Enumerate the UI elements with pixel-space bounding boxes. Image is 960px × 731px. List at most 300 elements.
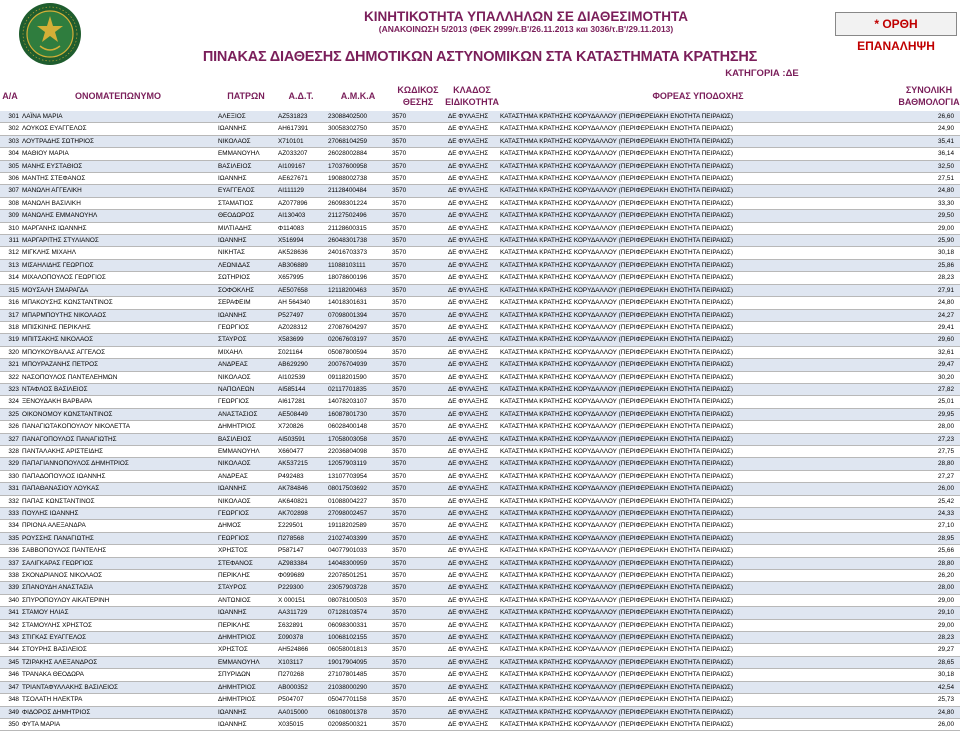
- cell-name: ΜΑΝΩΛΗΣ ΕΜΜΑΝΟΥΗΛ: [20, 210, 216, 222]
- cell-agency: ΚΑΤΑΣΤΗΜΑ ΚΡΑΤΗΣΗΣ ΚΟΡΥΔΑΛΛΟΥ (ΠΕΡΙΦΕΡΕΙΑΚΗ ΕΝΟΤΗΤΑ ΠΕΙΡΑΙΩΣ): [498, 123, 898, 135]
- cell-father: ΙΩΑΝΝΗΣ: [216, 607, 276, 619]
- cell-name: ΠΑΠΑΔΟΠΟΥΛΟΣ ΙΩΑΝΝΗΣ: [20, 470, 216, 482]
- cell-id: ΑΙ585144: [276, 383, 326, 395]
- cell-id: Φ114083: [276, 222, 326, 234]
- table-row: [0, 495, 960, 507]
- cell-name: ΣΑΒΒΟΠΟΥΛΟΣ ΠΑΝΤΕΛΗΣ: [20, 545, 216, 557]
- cell-name: ΜΠΙΤΣΑΚΗΣ ΝΙΚΟΛΑΟΣ: [20, 334, 216, 346]
- cell-score: 24,80: [898, 706, 960, 718]
- repost-stamp: * ΟΡΘΗ ΕΠΑΝΑΛΗΨΗ: [835, 12, 957, 36]
- cell-id: ΑΚ784846: [276, 483, 326, 495]
- cell-amka: 24016703373: [326, 247, 390, 259]
- cell-father: ΓΕΩΡΓΙΟΣ: [216, 396, 276, 408]
- cell-aa: 326: [0, 421, 20, 433]
- cell-amka: 09118201590: [326, 371, 390, 383]
- cell-branch: ΔΕ ΦΥΛΑΞΗΣ: [446, 557, 498, 569]
- cell-branch: ΔΕ ΦΥΛΑΞΗΣ: [446, 532, 498, 544]
- table-row: [0, 247, 960, 259]
- col-header-father: ΠΑΤΡΩΝ: [227, 90, 265, 101]
- cell-aa: 305: [0, 160, 20, 172]
- table-row: [0, 148, 960, 160]
- cell-score: 32,61: [898, 346, 960, 358]
- cell-amka: 23088402500: [326, 111, 390, 123]
- cell-position-code: 3570: [390, 247, 446, 259]
- cell-position-code: 3570: [390, 545, 446, 557]
- cell-score: 35,41: [898, 135, 960, 147]
- table-row: [0, 259, 960, 271]
- cell-position-code: 3570: [390, 607, 446, 619]
- cell-father: ΣΩΤΗΡΙΟΣ: [216, 272, 276, 284]
- table-row: [0, 433, 960, 445]
- cell-name: ΤΣΟΛΑΤΗ ΗΛΕΚΤΡΑ: [20, 694, 216, 706]
- cell-position-code: 3570: [390, 681, 446, 693]
- cell-id: ΑΚ528636: [276, 247, 326, 259]
- table-row: [0, 185, 960, 197]
- cell-position-code: 3570: [390, 495, 446, 507]
- cell-branch: ΔΕ ΦΥΛΑΞΗΣ: [446, 197, 498, 209]
- cell-amka: 21038000290: [326, 681, 390, 693]
- col-header-branch-line1: ΚΛΑΔΟΣ: [453, 84, 491, 95]
- cell-aa: 332: [0, 495, 20, 507]
- cell-score: 28,23: [898, 272, 960, 284]
- cell-position-code: 3570: [390, 309, 446, 321]
- cell-amka: 12118200463: [326, 284, 390, 296]
- cell-amka: 14078203107: [326, 396, 390, 408]
- table-row: [0, 396, 960, 408]
- cell-id: ΑΑ015000: [276, 706, 326, 718]
- cell-father: ΣΕΡΑΦΕΙΜ: [216, 297, 276, 309]
- cell-father: ΠΕΡΙΚΛΗΣ: [216, 570, 276, 582]
- cell-amka: 30058302750: [326, 123, 390, 135]
- table-row: [0, 284, 960, 296]
- cell-score: 29,50: [898, 210, 960, 222]
- cell-score: 36,14: [898, 148, 960, 160]
- cell-id: Ρ527497: [276, 309, 326, 321]
- cell-position-code: 3570: [390, 160, 446, 172]
- cell-father: ΕΜΜΑΝΟΥΗΛ: [216, 445, 276, 457]
- cell-father: ΔΗΜΗΤΡΙΟΣ: [216, 694, 276, 706]
- cell-agency: ΚΑΤΑΣΤΗΜΑ ΚΡΑΤΗΣΗΣ ΚΟΡΥΔΑΛΛΟΥ (ΠΕΡΙΦΕΡΕΙΑΚΗ ΕΝΟΤΗΤΑ ΠΕΙΡΑΙΩΣ): [498, 197, 898, 209]
- cell-position-code: 3570: [390, 470, 446, 482]
- cell-branch: ΔΕ ΦΥΛΑΞΗΣ: [446, 718, 498, 730]
- col-header-aa: Α/Α: [2, 90, 18, 101]
- cell-branch: ΔΕ ΦΥΛΑΞΗΣ: [446, 297, 498, 309]
- cell-position-code: 3570: [390, 570, 446, 582]
- cell-aa: 342: [0, 619, 20, 631]
- table-row: [0, 681, 960, 693]
- cell-agency: ΚΑΤΑΣΤΗΜΑ ΚΡΑΤΗΣΗΣ ΚΟΡΥΔΑΛΛΟΥ (ΠΕΡΙΦΕΡΕΙΑΚΗ ΕΝΟΤΗΤΑ ΠΕΙΡΑΙΩΣ): [498, 235, 898, 247]
- cell-aa: 325: [0, 408, 20, 420]
- table-row: [0, 272, 960, 284]
- cell-name: ΜΟΥΣΑΛΗ ΣΜΑΡΑΓΔΑ: [20, 284, 216, 296]
- col-header-score-line2: ΒΑΘΜΟΛΟΓΙΑ: [898, 96, 960, 107]
- table-row: [0, 607, 960, 619]
- cell-score: 27,27: [898, 470, 960, 482]
- cell-amka: 27068104259: [326, 135, 390, 147]
- cell-agency: ΚΑΤΑΣΤΗΜΑ ΚΡΑΤΗΣΗΣ ΚΟΡΥΔΑΛΛΟΥ (ΠΕΡΙΦΕΡΕΙΑΚΗ ΕΝΟΤΗΤΑ ΠΕΙΡΑΙΩΣ): [498, 421, 898, 433]
- cell-score: 29,95: [898, 408, 960, 420]
- cell-name: ΣΑΛΙΓΚΑΡΑΣ ΓΕΩΡΓΙΟΣ: [20, 557, 216, 569]
- cell-amka: 18078600196: [326, 272, 390, 284]
- cell-position-code: 3570: [390, 458, 446, 470]
- cell-score: 28,65: [898, 656, 960, 668]
- cell-agency: ΚΑΤΑΣΤΗΜΑ ΚΡΑΤΗΣΗΣ ΚΟΡΥΔΑΛΛΟΥ (ΠΕΡΙΦΕΡΕΙΑΚΗ ΕΝΟΤΗΤΑ ΠΕΙΡΑΙΩΣ): [498, 433, 898, 445]
- cell-aa: 304: [0, 148, 20, 160]
- cell-amka: 13107703954: [326, 470, 390, 482]
- cell-father: ΝΙΚΟΛΑΟΣ: [216, 458, 276, 470]
- cell-id: Ρ229300: [276, 582, 326, 594]
- col-header-branch: [446, 80, 498, 111]
- cell-amka: 08078100503: [326, 594, 390, 606]
- cell-agency: ΚΑΤΑΣΤΗΜΑ ΚΡΑΤΗΣΗΣ ΚΟΡΥΔΑΛΛΟΥ (ΠΕΡΙΦΕΡΕΙΑΚΗ ΕΝΟΤΗΤΑ ΠΕΙΡΑΙΩΣ): [498, 222, 898, 234]
- cell-agency: ΚΑΤΑΣΤΗΜΑ ΚΡΑΤΗΣΗΣ ΚΟΡΥΔΑΛΛΟΥ (ΠΕΡΙΦΕΡΕΙΑΚΗ ΕΝΟΤΗΤΑ ΠΕΙΡΑΙΩΣ): [498, 445, 898, 457]
- cell-position-code: 3570: [390, 222, 446, 234]
- cell-branch: ΔΕ ΦΥΛΑΞΗΣ: [446, 334, 498, 346]
- cell-amka: 05047701158: [326, 694, 390, 706]
- cell-id: Χ720826: [276, 421, 326, 433]
- cell-agency: ΚΑΤΑΣΤΗΜΑ ΚΡΑΤΗΣΗΣ ΚΟΡΥΔΑΛΛΟΥ (ΠΕΡΙΦΕΡΕΙΑΚΗ ΕΝΟΤΗΤΑ ΠΕΙΡΑΙΩΣ): [498, 570, 898, 582]
- cell-position-code: 3570: [390, 111, 446, 123]
- cell-father: ΓΕΩΡΓΙΟΣ: [216, 532, 276, 544]
- cell-position-code: 3570: [390, 706, 446, 718]
- cell-agency: ΚΑΤΑΣΤΗΜΑ ΚΡΑΤΗΣΗΣ ΚΟΡΥΔΑΛΛΟΥ (ΠΕΡΙΦΕΡΕΙΑΚΗ ΕΝΟΤΗΤΑ ΠΕΙΡΑΙΩΣ): [498, 470, 898, 482]
- cell-father: ΑΝΔΡΕΑΣ: [216, 359, 276, 371]
- cell-amka: 27098002457: [326, 508, 390, 520]
- cell-agency: ΚΑΤΑΣΤΗΜΑ ΚΡΑΤΗΣΗΣ ΚΟΡΥΔΑΛΛΟΥ (ΠΕΡΙΦΕΡΕΙΑΚΗ ΕΝΟΤΗΤΑ ΠΕΙΡΑΙΩΣ): [498, 520, 898, 532]
- cell-name: ΝΑΣΟΠΟΥΛΟΣ ΠΑΝΤΕΛΕΗΜΩΝ: [20, 371, 216, 383]
- cell-aa: 334: [0, 520, 20, 532]
- cell-name: ΜΠΟΥΡΑΖΑΝΗΣ ΠΕΤΡΟΣ: [20, 359, 216, 371]
- cell-name: ΠΑΠΑΓΙΑΝΝΟΠΟΥΛΟΣ ΔΗΜΗΤΡΙΟΣ: [20, 458, 216, 470]
- cell-branch: ΔΕ ΦΥΛΑΞΗΣ: [446, 321, 498, 333]
- cell-id: Π278568: [276, 532, 326, 544]
- cell-name: ΜΙΧΑΛΟΠΟΥΛΟΣ ΓΕΩΡΓΙΟΣ: [20, 272, 216, 284]
- cell-branch: ΔΕ ΦΥΛΑΞΗΣ: [446, 520, 498, 532]
- cell-name: ΣΠΥΡΟΠΟΥΛΟΥ ΑΙΚΑΤΕΡΙΝΗ: [20, 594, 216, 606]
- cell-agency: ΚΑΤΑΣΤΗΜΑ ΚΡΑΤΗΣΗΣ ΚΟΡΥΔΑΛΛΟΥ (ΠΕΡΙΦΕΡΕΙΑΚΗ ΕΝΟΤΗΤΑ ΠΕΙΡΑΙΩΣ): [498, 718, 898, 730]
- cell-id: ΑΖ531823: [276, 111, 326, 123]
- cell-amka: 07098001394: [326, 309, 390, 321]
- cell-score: 25,66: [898, 545, 960, 557]
- table-row: [0, 619, 960, 631]
- cell-amka: 19017904095: [326, 656, 390, 668]
- cell-position-code: 3570: [390, 421, 446, 433]
- cell-name: ΤΡΙΑΝΤΑΦΥΛΛΑΚΗΣ ΒΑΣΙΛΕΙΟΣ: [20, 681, 216, 693]
- cell-agency: ΚΑΤΑΣΤΗΜΑ ΚΡΑΤΗΣΗΣ ΚΟΡΥΔΑΛΛΟΥ (ΠΕΡΙΦΕΡΕΙΑΚΗ ΕΝΟΤΗΤΑ ΠΕΙΡΑΙΩΣ): [498, 359, 898, 371]
- cell-name: ΤΖΙΡΑΚΗΣ ΑΛΕΞΑΝΔΡΟΣ: [20, 656, 216, 668]
- cell-agency: ΚΑΤΑΣΤΗΜΑ ΚΡΑΤΗΣΗΣ ΚΟΡΥΔΑΛΛΟΥ (ΠΕΡΙΦΕΡΕΙΑΚΗ ΕΝΟΤΗΤΑ ΠΕΙΡΑΙΩΣ): [498, 111, 898, 123]
- cell-id: Π270268: [276, 669, 326, 681]
- cell-id: ΑΕ507658: [276, 284, 326, 296]
- table-row: [0, 297, 960, 309]
- cell-score: 28,00: [898, 582, 960, 594]
- cell-father: ΒΑΣΙΛΕΙΟΣ: [216, 433, 276, 445]
- cell-branch: ΔΕ ΦΥΛΑΞΗΣ: [446, 247, 498, 259]
- cell-agency: ΚΑΤΑΣΤΗΜΑ ΚΡΑΤΗΣΗΣ ΚΟΡΥΔΑΛΛΟΥ (ΠΕΡΙΦΕΡΕΙΑΚΗ ΕΝΟΤΗΤΑ ΠΕΙΡΑΙΩΣ): [498, 706, 898, 718]
- cell-name: ΜΑΘΙΟΥ ΜΑΡΙΑ: [20, 148, 216, 160]
- cell-name: ΣΤΟΥΡΗΣ ΒΑΣΙΛΕΙΟΣ: [20, 644, 216, 656]
- cell-name: ΠΑΝΑΓΟΠΟΥΛΟΣ ΠΑΝΑΓΙΩΤΗΣ: [20, 433, 216, 445]
- table-row: [0, 135, 960, 147]
- cell-branch: ΔΕ ΦΥΛΑΞΗΣ: [446, 235, 498, 247]
- table-row: [0, 458, 960, 470]
- cell-id: ΑΗ617391: [276, 123, 326, 135]
- cell-agency: ΚΑΤΑΣΤΗΜΑ ΚΡΑΤΗΣΗΣ ΚΟΡΥΔΑΛΛΟΥ (ΠΕΡΙΦΕΡΕΙΑΚΗ ΕΝΟΤΗΤΑ ΠΕΙΡΑΙΩΣ): [498, 582, 898, 594]
- cell-branch: ΔΕ ΦΥΛΑΞΗΣ: [446, 148, 498, 160]
- cell-amka: 01088004227: [326, 495, 390, 507]
- cell-id: Ρ587147: [276, 545, 326, 557]
- cell-id: ΑΙ102539: [276, 371, 326, 383]
- cell-aa: 347: [0, 681, 20, 693]
- cell-position-code: 3570: [390, 644, 446, 656]
- cell-aa: 303: [0, 135, 20, 147]
- cell-position-code: 3570: [390, 259, 446, 271]
- cell-aa: 312: [0, 247, 20, 259]
- cell-father: ΙΩΑΝΝΗΣ: [216, 483, 276, 495]
- cell-id: ΑΖ028312: [276, 321, 326, 333]
- cell-id: Χ660477: [276, 445, 326, 457]
- cell-score: 27,91: [898, 284, 960, 296]
- cell-id: Σ632891: [276, 619, 326, 631]
- cell-name: ΜΠΟΥΚΟΥΒΑΛΑΣ ΑΓΓΕΛΟΣ: [20, 346, 216, 358]
- cell-agency: ΚΑΤΑΣΤΗΜΑ ΚΡΑΤΗΣΗΣ ΚΟΡΥΔΑΛΛΟΥ (ΠΕΡΙΦΕΡΕΙΑΚΗ ΕΝΟΤΗΤΑ ΠΕΙΡΑΙΩΣ): [498, 619, 898, 631]
- cell-aa: 335: [0, 532, 20, 544]
- cell-name: ΜΑΝΗΣ ΕΥΣΤΑΘΙΟΣ: [20, 160, 216, 172]
- cell-father: ΣΤΕΦΑΝΟΣ: [216, 557, 276, 569]
- cell-score: 25,73: [898, 694, 960, 706]
- cell-aa: 338: [0, 570, 20, 582]
- cell-id: Χ710101: [276, 135, 326, 147]
- cell-agency: ΚΑΤΑΣΤΗΜΑ ΚΡΑΤΗΣΗΣ ΚΟΡΥΔΑΛΛΟΥ (ΠΕΡΙΦΕΡΕΙΑΚΗ ΕΝΟΤΗΤΑ ΠΕΙΡΑΙΩΣ): [498, 396, 898, 408]
- cell-id: ΑΙ109167: [276, 160, 326, 172]
- cell-agency: ΚΑΤΑΣΤΗΜΑ ΚΡΑΤΗΣΗΣ ΚΟΡΥΔΑΛΛΟΥ (ΠΕΡΙΦΕΡΕΙΑΚΗ ΕΝΟΤΗΤΑ ΠΕΙΡΑΙΩΣ): [498, 508, 898, 520]
- cell-score: 26,60: [898, 111, 960, 123]
- cell-id: Ρ504707: [276, 694, 326, 706]
- cell-name: ΣΠΑΝΟΥΔΗ ΑΝΑΣΤΑΣΙΑ: [20, 582, 216, 594]
- cell-branch: ΔΕ ΦΥΛΑΞΗΣ: [446, 123, 498, 135]
- cell-father: ΓΕΩΡΓΙΟΣ: [216, 321, 276, 333]
- table-row: [0, 334, 960, 346]
- table-row: [0, 656, 960, 668]
- cell-name: ΠΑΝΑΓΙΩΤΑΚΟΠΟΥΛΟΥ ΝΙΚΟΛΕΤΤΑ: [20, 421, 216, 433]
- cell-aa: 344: [0, 644, 20, 656]
- cell-id: Σ229501: [276, 520, 326, 532]
- cell-score: 29,41: [898, 321, 960, 333]
- cell-father: ΑΛΕΞΙΟΣ: [216, 111, 276, 123]
- cell-score: 27,23: [898, 433, 960, 445]
- cell-father: ΑΝΔΡΕΑΣ: [216, 470, 276, 482]
- cell-name: ΜΠΑΡΜΠΟΥΤΗΣ ΝΙΚΟΛΑΟΣ: [20, 309, 216, 321]
- cell-position-code: 3570: [390, 297, 446, 309]
- cell-score: 25,90: [898, 235, 960, 247]
- cell-score: 28,23: [898, 632, 960, 644]
- cell-amka: 23057903728: [326, 582, 390, 594]
- cell-agency: ΚΑΤΑΣΤΗΜΑ ΚΡΑΤΗΣΗΣ ΚΟΡΥΔΑΛΛΟΥ (ΠΕΡΙΦΕΡΕΙΑΚΗ ΕΝΟΤΗΤΑ ΠΕΙΡΑΙΩΣ): [498, 160, 898, 172]
- col-header-score-line1: ΣΥΝΟΛΙΚΗ: [905, 84, 953, 95]
- table-row: [0, 235, 960, 247]
- cell-name: ΜΑΝΩΛΗ ΑΓΓΕΛΙΚΗ: [20, 185, 216, 197]
- cell-branch: ΔΕ ΦΥΛΑΞΗΣ: [446, 173, 498, 185]
- cell-name: ΠΑΝΤΑΛΑΚΗΣ ΑΡΙΣΤΕΙΔΗΣ: [20, 445, 216, 457]
- col-header-position-code-line2: ΘΕΣΗΣ: [402, 96, 434, 107]
- table-row: [0, 222, 960, 234]
- cell-aa: 301: [0, 111, 20, 123]
- cell-name: ΟΙΚΟΝΟΜΟΥ ΚΩΝΣΤΑΝΤΙΝΟΣ: [20, 408, 216, 420]
- table-row: [0, 694, 960, 706]
- cell-position-code: 3570: [390, 694, 446, 706]
- cell-father: ΙΩΑΝΝΗΣ: [216, 309, 276, 321]
- cell-id: ΑΒ000352: [276, 681, 326, 693]
- cell-id: ΑΙ617281: [276, 396, 326, 408]
- cell-position-code: 3570: [390, 619, 446, 631]
- cell-aa: 314: [0, 272, 20, 284]
- cell-score: 29,10: [898, 607, 960, 619]
- cell-aa: 319: [0, 334, 20, 346]
- cell-aa: 348: [0, 694, 20, 706]
- cell-score: 27,51: [898, 173, 960, 185]
- cell-name: ΠΑΠΑΘΑΝΑΣΙΟΥ ΛΟΥΚΑΣ: [20, 483, 216, 495]
- table-row: [0, 718, 960, 730]
- cell-position-code: 3570: [390, 532, 446, 544]
- cell-agency: ΚΑΤΑΣΤΗΜΑ ΚΡΑΤΗΣΗΣ ΚΟΡΥΔΑΛΛΟΥ (ΠΕΡΙΦΕΡΕΙΑΚΗ ΕΝΟΤΗΤΑ ΠΕΙΡΑΙΩΣ): [498, 272, 898, 284]
- cell-amka: 11088103111: [326, 259, 390, 271]
- cell-name: ΤΡΑΝΑΚΑ ΘΕΟΔΩΡΑ: [20, 669, 216, 681]
- cell-agency: ΚΑΤΑΣΤΗΜΑ ΚΡΑΤΗΣΗΣ ΚΟΡΥΔΑΛΛΟΥ (ΠΕΡΙΦΕΡΕΙΑΚΗ ΕΝΟΤΗΤΑ ΠΕΙΡΑΙΩΣ): [498, 371, 898, 383]
- cell-aa: 318: [0, 321, 20, 333]
- cell-id: ΑΒ306889: [276, 259, 326, 271]
- col-header-agency: ΦΟΡΕΑΣ ΥΠΟΔΟΧΗΣ: [652, 90, 744, 101]
- cell-id: Χ035015: [276, 718, 326, 730]
- cell-name: ΦΙΔΟΡΟΣ ΔΗΜΗΤΡΙΟΣ: [20, 706, 216, 718]
- cell-branch: ΔΕ ΦΥΛΑΞΗΣ: [446, 396, 498, 408]
- cell-father: ΔΗΜΟΣ: [216, 520, 276, 532]
- cell-amka: 06098300331: [326, 619, 390, 631]
- cell-amka: 17058003058: [326, 433, 390, 445]
- cell-id: ΑΖ983384: [276, 557, 326, 569]
- cell-aa: 329: [0, 458, 20, 470]
- cell-branch: ΔΕ ΦΥΛΑΞΗΣ: [446, 259, 498, 271]
- cell-amka: 02098500321: [326, 718, 390, 730]
- cell-amka: 27107801485: [326, 669, 390, 681]
- cell-branch: ΔΕ ΦΥΛΑΞΗΣ: [446, 495, 498, 507]
- cell-score: 28,00: [898, 421, 960, 433]
- cell-agency: ΚΑΤΑΣΤΗΜΑ ΚΡΑΤΗΣΗΣ ΚΟΡΥΔΑΛΛΟΥ (ΠΕΡΙΦΕΡΕΙΑΚΗ ΕΝΟΤΗΤΑ ΠΕΙΡΑΙΩΣ): [498, 309, 898, 321]
- cell-branch: ΔΕ ΦΥΛΑΞΗΣ: [446, 272, 498, 284]
- cell-father: ΝΙΚΗΤΑΣ: [216, 247, 276, 259]
- cell-aa: 309: [0, 210, 20, 222]
- table-row: [0, 632, 960, 644]
- cell-amka: 10068102155: [326, 632, 390, 644]
- cell-name: ΦΥΤΑ ΜΑΡΙΑ: [20, 718, 216, 730]
- cell-agency: ΚΑΤΑΣΤΗΜΑ ΚΡΑΤΗΣΗΣ ΚΟΡΥΔΑΛΛΟΥ (ΠΕΡΙΦΕΡΕΙΑΚΗ ΕΝΟΤΗΤΑ ΠΕΙΡΑΙΩΣ): [498, 545, 898, 557]
- cell-id: ΑΚ702898: [276, 508, 326, 520]
- cell-amka: 06028400148: [326, 421, 390, 433]
- cell-branch: ΔΕ ΦΥΛΑΞΗΣ: [446, 644, 498, 656]
- emblem-logo: [18, 2, 82, 66]
- cell-branch: ΔΕ ΦΥΛΑΞΗΣ: [446, 458, 498, 470]
- table-row: [0, 594, 960, 606]
- cell-father: ΕΥΑΓΓΕΛΟΣ: [216, 185, 276, 197]
- cell-branch: ΔΕ ΦΥΛΑΞΗΣ: [446, 656, 498, 668]
- cell-id: Σ090378: [276, 632, 326, 644]
- cell-branch: ΔΕ ΦΥΛΑΞΗΣ: [446, 669, 498, 681]
- cell-position-code: 3570: [390, 408, 446, 420]
- cell-father: ΙΩΑΝΝΗΣ: [216, 235, 276, 247]
- cell-agency: ΚΑΤΑΣΤΗΜΑ ΚΡΑΤΗΣΗΣ ΚΟΡΥΔΑΛΛΟΥ (ΠΕΡΙΦΕΡΕΙΑΚΗ ΕΝΟΤΗΤΑ ΠΕΙΡΑΙΩΣ): [498, 297, 898, 309]
- col-header-amka: Α.Μ.Κ.Α: [340, 90, 376, 101]
- cell-father: ΙΩΑΝΝΗΣ: [216, 173, 276, 185]
- cell-position-code: 3570: [390, 123, 446, 135]
- cell-branch: ΔΕ ΦΥΛΑΞΗΣ: [446, 445, 498, 457]
- cell-id: ΑΖ033207: [276, 148, 326, 160]
- cell-agency: ΚΑΤΑΣΤΗΜΑ ΚΡΑΤΗΣΗΣ ΚΟΡΥΔΑΛΛΟΥ (ΠΕΡΙΦΕΡΕΙΑΚΗ ΕΝΟΤΗΤΑ ΠΕΙΡΑΙΩΣ): [498, 148, 898, 160]
- cell-agency: ΚΑΤΑΣΤΗΜΑ ΚΡΑΤΗΣΗΣ ΚΟΡΥΔΑΛΛΟΥ (ΠΕΡΙΦΕΡΕΙΑΚΗ ΕΝΟΤΗΤΑ ΠΕΙΡΑΙΩΣ): [498, 408, 898, 420]
- cell-aa: 322: [0, 371, 20, 383]
- cell-name: ΠΡΙΟΝΑ ΑΛΕΞΑΝΔΡΑ: [20, 520, 216, 532]
- cell-agency: ΚΑΤΑΣΤΗΜΑ ΚΡΑΤΗΣΗΣ ΚΟΡΥΔΑΛΛΟΥ (ΠΕΡΙΦΕΡΕΙΑΚΗ ΕΝΟΤΗΤΑ ΠΕΙΡΑΙΩΣ): [498, 334, 898, 346]
- cell-score: 27,82: [898, 383, 960, 395]
- cell-id: ΑΙ130403: [276, 210, 326, 222]
- cell-aa: 345: [0, 656, 20, 668]
- table-row: [0, 669, 960, 681]
- cell-amka: 07128103574: [326, 607, 390, 619]
- cell-score: 27,10: [898, 520, 960, 532]
- cell-agency: ΚΑΤΑΣΤΗΜΑ ΚΡΑΤΗΣΗΣ ΚΟΡΥΔΑΛΛΟΥ (ΠΕΡΙΦΕΡΕΙΑΚΗ ΕΝΟΤΗΤΑ ΠΕΙΡΑΙΩΣ): [498, 259, 898, 271]
- cell-id: Ρ492483: [276, 470, 326, 482]
- cell-father: ΝΙΚΟΛΑΟΣ: [216, 135, 276, 147]
- table-row: [0, 408, 960, 420]
- table-row: [0, 483, 960, 495]
- cell-amka: 14018301631: [326, 297, 390, 309]
- cell-agency: ΚΑΤΑΣΤΗΜΑ ΚΡΑΤΗΣΗΣ ΚΟΡΥΔΑΛΛΟΥ (ΠΕΡΙΦΕΡΕΙΑΚΗ ΕΝΟΤΗΤΑ ΠΕΙΡΑΙΩΣ): [498, 681, 898, 693]
- table-row: [0, 470, 960, 482]
- cell-id: Σ021164: [276, 346, 326, 358]
- cell-aa: 341: [0, 607, 20, 619]
- cell-id: ΑΗ 564340: [276, 297, 326, 309]
- cell-amka: 14048300959: [326, 557, 390, 569]
- cell-father: ΔΗΜΗΤΡΙΟΣ: [216, 421, 276, 433]
- cell-agency: ΚΑΤΑΣΤΗΜΑ ΚΡΑΤΗΣΗΣ ΚΟΡΥΔΑΛΛΟΥ (ΠΕΡΙΦΕΡΕΙΑΚΗ ΕΝΟΤΗΤΑ ΠΕΙΡΑΙΩΣ): [498, 135, 898, 147]
- cell-aa: 349: [0, 706, 20, 718]
- cell-branch: ΔΕ ΦΥΛΑΞΗΣ: [446, 309, 498, 321]
- cell-score: 32,50: [898, 160, 960, 172]
- table-row: [0, 545, 960, 557]
- table-row: [0, 371, 960, 383]
- cell-score: 25,01: [898, 396, 960, 408]
- cell-name: ΠΑΠΑΣ ΚΩΝΣΤΑΝΤΙΝΟΣ: [20, 495, 216, 507]
- cell-aa: 327: [0, 433, 20, 445]
- cell-father: ΠΕΡΙΚΛΗΣ: [216, 619, 276, 631]
- cell-id: ΑΕ627671: [276, 173, 326, 185]
- cell-father: ΙΩΑΝΝΗΣ: [216, 123, 276, 135]
- cell-name: ΣΤΙΓΚΑΣ ΕΥΑΓΓΕΛΟΣ: [20, 632, 216, 644]
- cell-agency: ΚΑΤΑΣΤΗΜΑ ΚΡΑΤΗΣΗΣ ΚΟΡΥΔΑΛΛΟΥ (ΠΕΡΙΦΕΡΕΙΑΚΗ ΕΝΟΤΗΤΑ ΠΕΙΡΑΙΩΣ): [498, 495, 898, 507]
- cell-branch: ΔΕ ΦΥΛΑΞΗΣ: [446, 619, 498, 631]
- cell-id: Χ657995: [276, 272, 326, 284]
- document-title: ΚΙΝΗΤΙΚΟΤΗΤΑ ΥΠΑΛΛΗΛΩΝ ΣΕ ΔΙΑΘΕΣΙΜΟΤΗΤΑ: [364, 9, 688, 24]
- cell-aa: 302: [0, 123, 20, 135]
- col-header-position-code-line1: ΚΩΔΙΚΟΣ: [397, 84, 439, 95]
- cell-id: ΑΚ640821: [276, 495, 326, 507]
- cell-amka: 27087604297: [326, 321, 390, 333]
- cell-position-code: 3570: [390, 508, 446, 520]
- cell-aa: 313: [0, 259, 20, 271]
- cell-amka: 06058001813: [326, 644, 390, 656]
- cell-aa: 310: [0, 222, 20, 234]
- table-row: [0, 706, 960, 718]
- table-title: ΠΙΝΑΚΑΣ ΔΙΑΘΕΣΗΣ ΔΗΜΟΤΙΚΩΝ ΑΣΤΥΝΟΜΙΚΩΝ ΣΤΑ ΚΑΤΑΣΤΗΜΑΤΑ ΚΡΑΤΗΣΗΣ: [202, 49, 758, 65]
- cell-position-code: 3570: [390, 148, 446, 160]
